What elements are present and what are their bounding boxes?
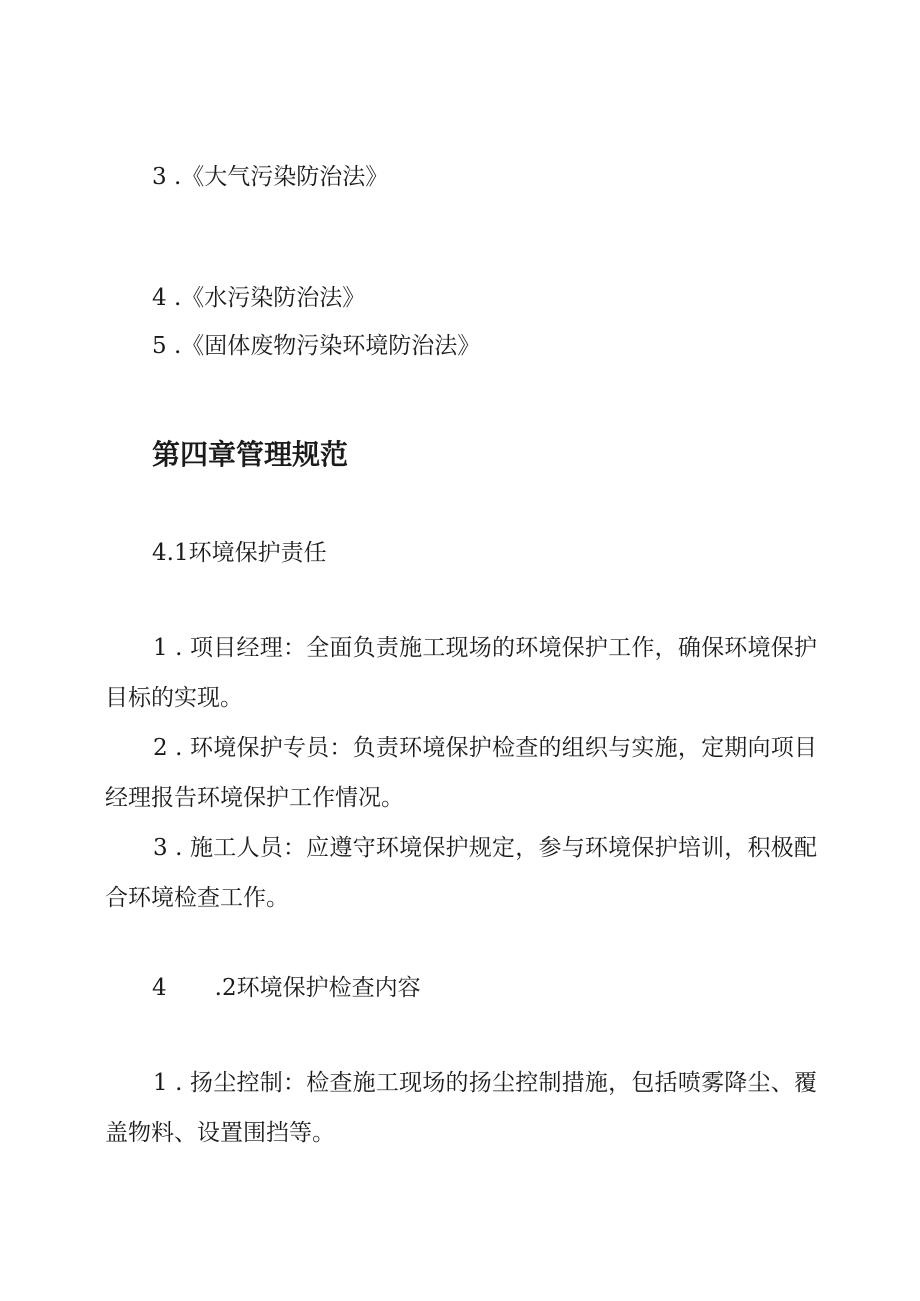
responsibility-item-3 bbox=[105, 823, 817, 923]
item-text: . 施工人员：应遵守环境保护规定，参与环境保护培训，积极配合环境检查工作。 bbox=[105, 835, 817, 911]
item-text: . 环境保护专员：负责环境保护检查的组织与实施，定期向项目经理报告环境保护工作情况。 bbox=[105, 735, 817, 811]
responsibility-item-1 bbox=[105, 623, 817, 723]
inspection-item-1 bbox=[105, 1058, 817, 1158]
item-number: 2 bbox=[153, 735, 168, 761]
item-number: 1 bbox=[153, 635, 168, 661]
law-item-title: .《固体废物污染环境防治法》 bbox=[166, 333, 481, 359]
law-item-title: .《大气污染防治法》 bbox=[166, 164, 389, 190]
item-text: . 项目经理：全面负责施工现场的环境保护工作，确保环境保护目标的实现。 bbox=[105, 635, 817, 711]
law-item-5 bbox=[152, 331, 480, 361]
item-number: 3 bbox=[153, 835, 168, 861]
item-text: . 扬尘控制：检查施工现场的扬尘控制措施，包括喷雾降尘、覆盖物料、设置围挡等。 bbox=[105, 1070, 817, 1146]
responsibility-item-2 bbox=[105, 723, 817, 823]
law-item-4 bbox=[152, 283, 365, 313]
chapter-title: 第四章管理规范 bbox=[152, 438, 349, 471]
law-item-number: 5 bbox=[152, 333, 167, 359]
law-item-title: .《水污染防治法》 bbox=[166, 285, 366, 311]
law-item-3 bbox=[152, 162, 388, 192]
section-heading-4-1: 4.1环境保护责任 bbox=[152, 540, 327, 566]
section-heading-number: 4 bbox=[152, 975, 167, 1001]
item-number: 1 bbox=[153, 1070, 168, 1096]
section-heading-4-2 bbox=[152, 973, 421, 1003]
law-item-number: 3 bbox=[152, 164, 167, 190]
section-heading-text: .2环境保护检查内容 bbox=[214, 975, 421, 1001]
law-item-number: 4 bbox=[152, 285, 167, 311]
